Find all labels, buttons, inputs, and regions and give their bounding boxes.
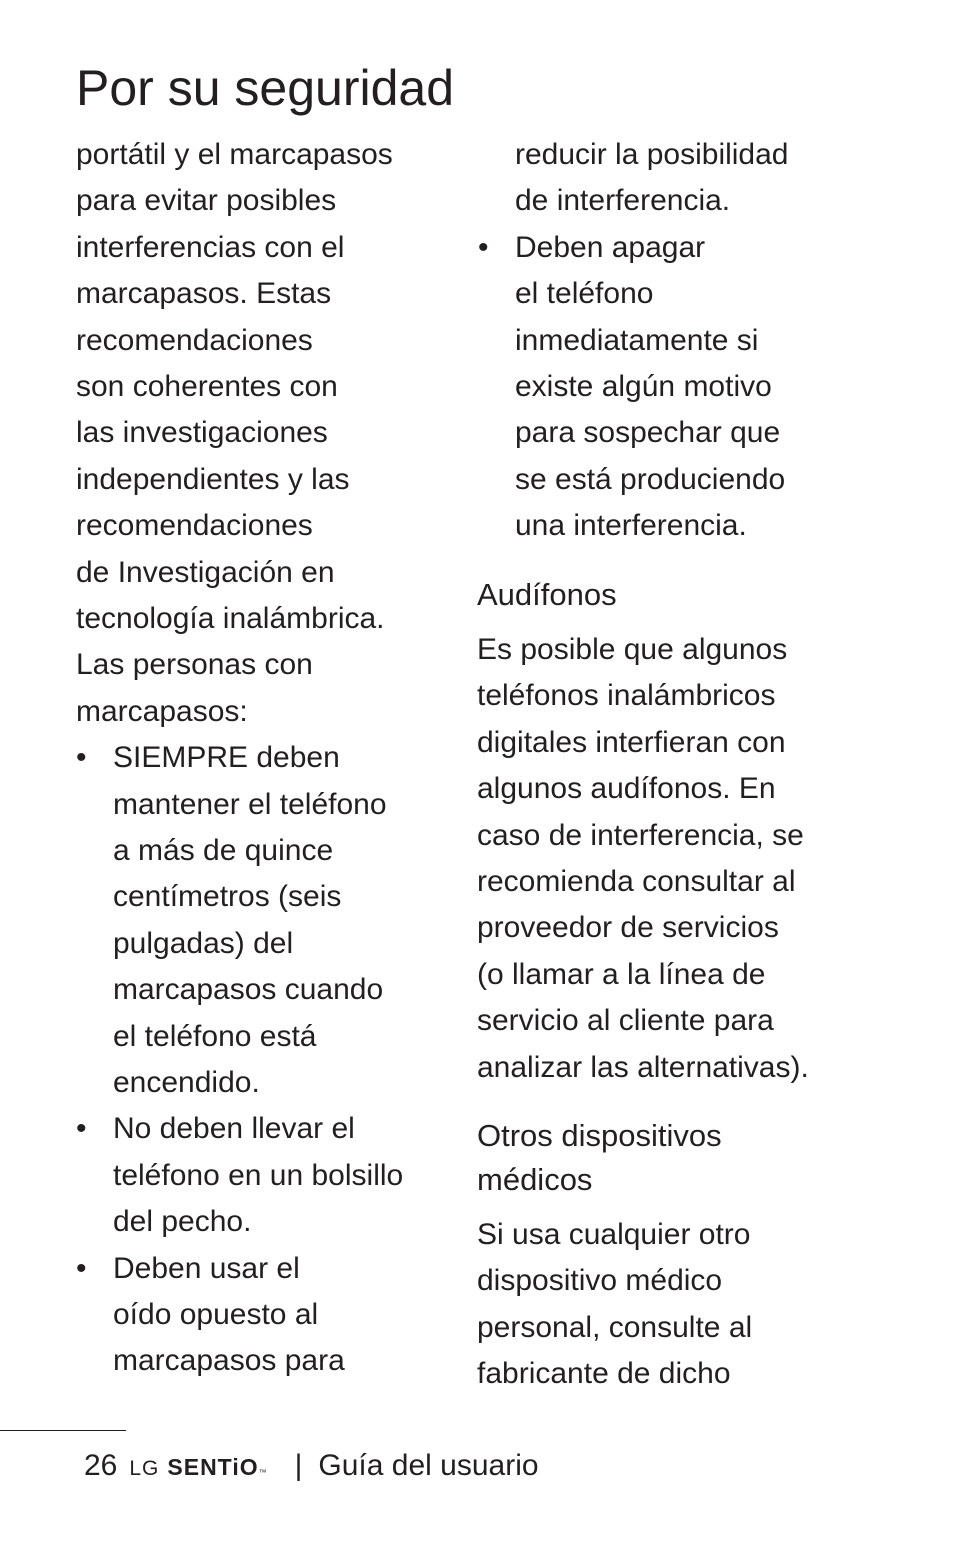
intro-paragraph (76, 132, 393, 735)
bullet-icon: • (76, 741, 87, 775)
text-line: fabricante de dicho (477, 1357, 731, 1391)
text-line: del pecho. (113, 1205, 252, 1239)
text-line: el teléfono (515, 277, 654, 311)
footer (84, 1444, 539, 1495)
logo-lg: LG (129, 1457, 160, 1480)
bullet-icon: • (76, 1112, 87, 1146)
text-line: se está produciendo (515, 462, 786, 496)
text-line: Las personas con (76, 648, 313, 682)
text-line: el teléfono está (113, 1019, 317, 1053)
trademark: ™ (258, 1468, 267, 1477)
text-line: No deben llevar el (113, 1112, 355, 1146)
text-line: existe algún motivo (515, 369, 772, 403)
page-title: Por su seguridad (76, 60, 455, 116)
text-line: oído opuesto al (113, 1297, 319, 1331)
footer-rule (0, 1430, 126, 1431)
text-line: recomendaciones (76, 509, 313, 543)
page-number: 26 (84, 1449, 118, 1482)
text-line: proveedor de servicios (477, 911, 779, 945)
text-line: marcapasos para (113, 1344, 345, 1378)
section-paragraph (477, 627, 809, 1091)
guide-label: Guía del usuario (318, 1449, 539, 1482)
text-line: marcapasos: (76, 694, 248, 728)
bullet-icon: • (76, 1251, 87, 1285)
bullet-item (113, 1106, 403, 1245)
text-line: para evitar posibles (76, 184, 337, 218)
text-line: recomendaciones (76, 323, 313, 357)
footer-separator: | (294, 1449, 303, 1482)
text-line: tecnología inalámbrica. (76, 601, 385, 635)
text-line: a más de quince (113, 833, 334, 867)
heading-line: Audífonos (477, 577, 617, 612)
text-line: reducir la posibilidad (515, 138, 789, 171)
text-line: son coherentes con (76, 369, 338, 403)
text-line: (o llamar a la línea de (477, 957, 766, 991)
text-line: caso de interferencia, se (477, 818, 804, 852)
text-line: Es posible que algunos (477, 633, 788, 666)
text-line: personal, consulte al (477, 1310, 753, 1344)
bullet-item (113, 735, 387, 1106)
text-line: marcapasos cuando (113, 973, 384, 1007)
text-line: de interferencia. (515, 184, 731, 218)
text-line: dispositivo médico (477, 1264, 723, 1298)
text-line: teléfonos inalámbricos (477, 679, 776, 713)
lg-sentio-logo (129, 1445, 266, 1495)
text-line: independientes y las (76, 462, 350, 496)
bullet-item (113, 1246, 345, 1385)
section-heading (477, 573, 617, 617)
text-line: marcapasos. Estas (76, 277, 332, 311)
text-line: portátil y el marcapasos (76, 138, 393, 171)
text-line: Deben usar el (113, 1251, 300, 1285)
text-line: analizar las alternativas). (477, 1050, 809, 1084)
text-line: teléfono en un bolsillo (113, 1158, 404, 1192)
text-line: Si usa cualquier otro (477, 1218, 751, 1251)
text-line: las investigaciones (76, 416, 328, 450)
text-line: Deben apagar (515, 230, 706, 264)
text-line: recomienda consultar al (477, 864, 796, 898)
continued-bullet (515, 132, 789, 225)
logo-sentio: SENTiO (167, 1454, 259, 1480)
bullet-icon: • (478, 230, 489, 264)
bullet-item (515, 225, 785, 550)
heading-line: médicos (477, 1162, 593, 1197)
text-line: inmediatamente si (515, 323, 759, 357)
section-paragraph (477, 1212, 752, 1398)
text-line: interferencias con el (76, 230, 345, 264)
text-line: de Investigación en (76, 555, 335, 589)
text-line: centímetros (seis (113, 880, 342, 914)
text-line: mantener el teléfono (113, 787, 387, 821)
text-line: pulgadas) del (113, 926, 294, 960)
text-line: una interferencia. (515, 509, 747, 543)
text-line: encendido. (113, 1065, 260, 1099)
text-line: SIEMPRE deben (113, 741, 340, 775)
section-heading (477, 1114, 722, 1202)
text-line: digitales interfieran con (477, 725, 786, 759)
heading-line: Otros dispositivos (477, 1118, 722, 1153)
text-line: servicio al cliente para (477, 1004, 774, 1038)
text-line: para sospechar que (515, 416, 781, 450)
text-line: algunos audífonos. En (477, 772, 776, 806)
